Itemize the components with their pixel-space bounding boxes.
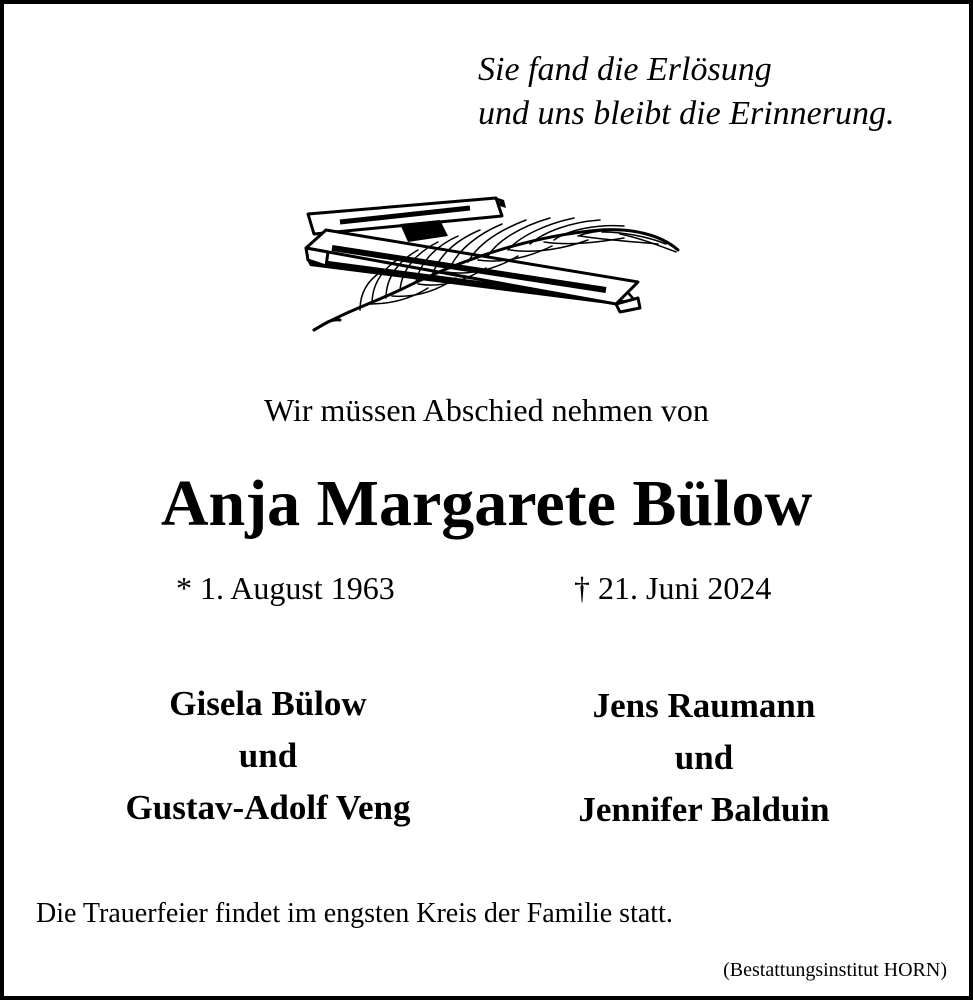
- death-date: † 21. Juni 2024: [574, 570, 772, 606]
- mourner-name: Gustav-Adolf Veng: [125, 788, 411, 827]
- mourners-left: [78, 678, 458, 834]
- memorial-quote: [478, 48, 894, 136]
- mourner-conjunction: und: [238, 736, 298, 775]
- quote-line-1: Sie fand die Erlösung: [478, 51, 772, 88]
- mourner-name: Jennifer Balduin: [578, 790, 830, 829]
- mourner-name: Jens Raumann: [592, 686, 816, 725]
- mourners-right: [514, 680, 894, 836]
- undertaker-credit: (Bestattungsinstitut HORN): [723, 959, 947, 981]
- quote-line-2: und uns bleibt die Erinnerung.: [478, 95, 895, 132]
- deceased-name: Anja Margarete Bülow: [160, 467, 813, 540]
- ceremony-note: Die Trauerfeier findet im engsten Kreis der Familie statt.: [36, 898, 673, 929]
- mourner-name: Gisela Bülow: [169, 684, 367, 723]
- cross-with-palm-frond-icon: [300, 186, 685, 336]
- birth-date: * 1. August 1963: [176, 570, 395, 606]
- mourner-conjunction: und: [674, 738, 734, 777]
- farewell-intro: Wir müssen Abschied nehmen von: [264, 392, 709, 428]
